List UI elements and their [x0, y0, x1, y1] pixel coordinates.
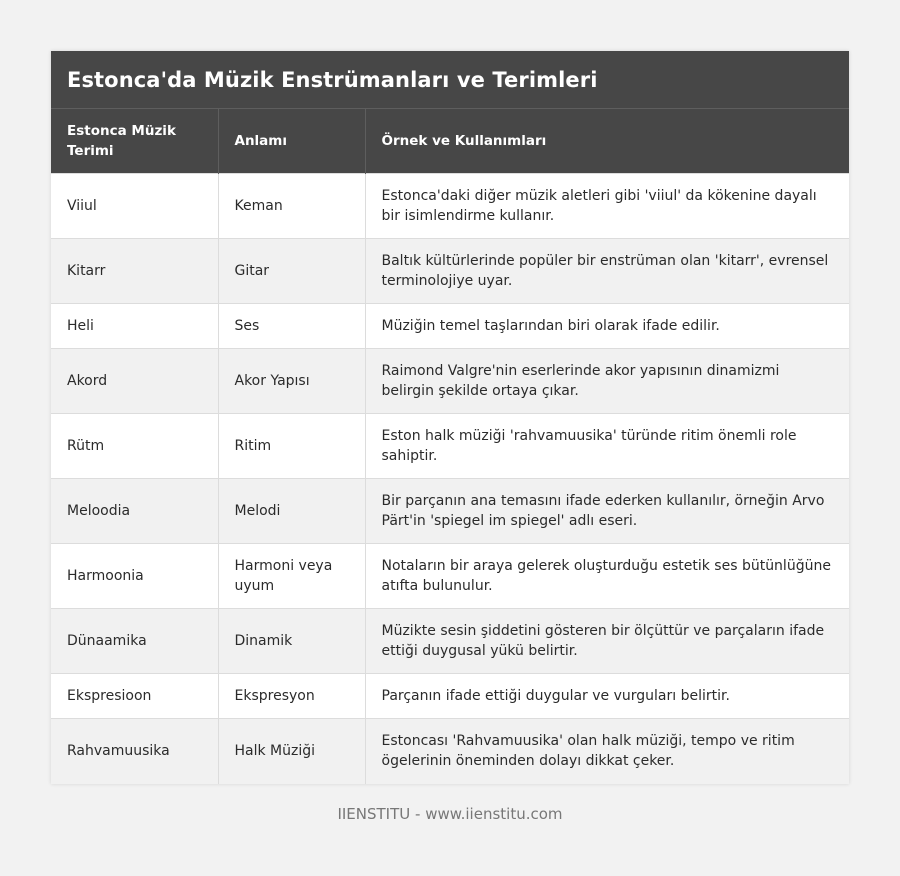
column-header-term: Estonca Müzik Terimi — [51, 109, 218, 174]
example-cell: Raimond Valgre'nin eserlerinde akor yapısının dinamizmi belirgin şekilde ortaya çıkar. — [365, 349, 849, 414]
column-header-meaning: Anlamı — [218, 109, 365, 174]
term-cell: Meloodia — [51, 479, 218, 544]
term-cell: Viiul — [51, 174, 218, 239]
meaning-cell: Gitar — [218, 239, 365, 304]
column-header-example: Örnek ve Kullanımları — [365, 109, 849, 174]
meaning-cell: Melodi — [218, 479, 365, 544]
example-cell: Müzikte sesin şiddetini gösteren bir ölçüttür ve parçaların ifade ettiği duygusal yükü belirtir. — [365, 609, 849, 674]
term-cell: Rütm — [51, 414, 218, 479]
table-row — [51, 719, 849, 784]
meaning-cell: Halk Müziği — [218, 719, 365, 784]
terms-card — [51, 51, 849, 784]
example-cell: Estonca'daki diğer müzik aletleri gibi 'viiul' da kökenine dayalı bir isimlendirme kullanır. — [365, 174, 849, 239]
table-row — [51, 674, 849, 719]
term-cell: Heli — [51, 304, 218, 349]
table-row — [51, 349, 849, 414]
example-cell: Notaların bir araya gelerek oluşturduğu estetik ses bütünlüğüne atıfta bulunulur. — [365, 544, 849, 609]
header-row — [51, 109, 849, 174]
term-cell: Harmoonia — [51, 544, 218, 609]
meaning-cell: Ses — [218, 304, 365, 349]
term-cell: Akord — [51, 349, 218, 414]
table-row — [51, 544, 849, 609]
meaning-cell: Ritim — [218, 414, 365, 479]
term-cell: Kitarr — [51, 239, 218, 304]
example-cell: Estoncası 'Rahvamuusika' olan halk müziği, tempo ve ritim ögelerinin öneminden dolayı dikkat çeker. — [365, 719, 849, 784]
table-title: Estonca'da Müzik Enstrümanları ve Terimleri — [51, 51, 849, 108]
table-row — [51, 304, 849, 349]
table-row — [51, 479, 849, 544]
meaning-cell: Ekspresyon — [218, 674, 365, 719]
term-cell: Ekspresioon — [51, 674, 218, 719]
table-row — [51, 414, 849, 479]
table-row — [51, 239, 849, 304]
meaning-cell: Harmoni veya uyum — [218, 544, 365, 609]
term-cell: Dünaamika — [51, 609, 218, 674]
table-row — [51, 174, 849, 239]
example-cell: Baltık kültürlerinde popüler bir enstrüman olan 'kitarr', evrensel terminolojiye uyar. — [365, 239, 849, 304]
meaning-cell: Akor Yapısı — [218, 349, 365, 414]
example-cell: Eston halk müziği 'rahvamuusika' türünde ritim önemli role sahiptir. — [365, 414, 849, 479]
terms-table — [51, 108, 849, 784]
table-row — [51, 609, 849, 674]
term-cell: Rahvamuusika — [51, 719, 218, 784]
meaning-cell: Keman — [218, 174, 365, 239]
example-cell: Bir parçanın ana temasını ifade ederken kullanılır, örneğin Arvo Pärt'in 'spiegel im spiegel' adlı eseri. — [365, 479, 849, 544]
example-cell: Parçanın ifade ettiği duygular ve vurguları belirtir. — [365, 674, 849, 719]
example-cell: Müziğin temel taşlarından biri olarak ifade edilir. — [365, 304, 849, 349]
meaning-cell: Dinamik — [218, 609, 365, 674]
footer-credit: IIENSTITU - www.iienstitu.com — [337, 805, 563, 823]
